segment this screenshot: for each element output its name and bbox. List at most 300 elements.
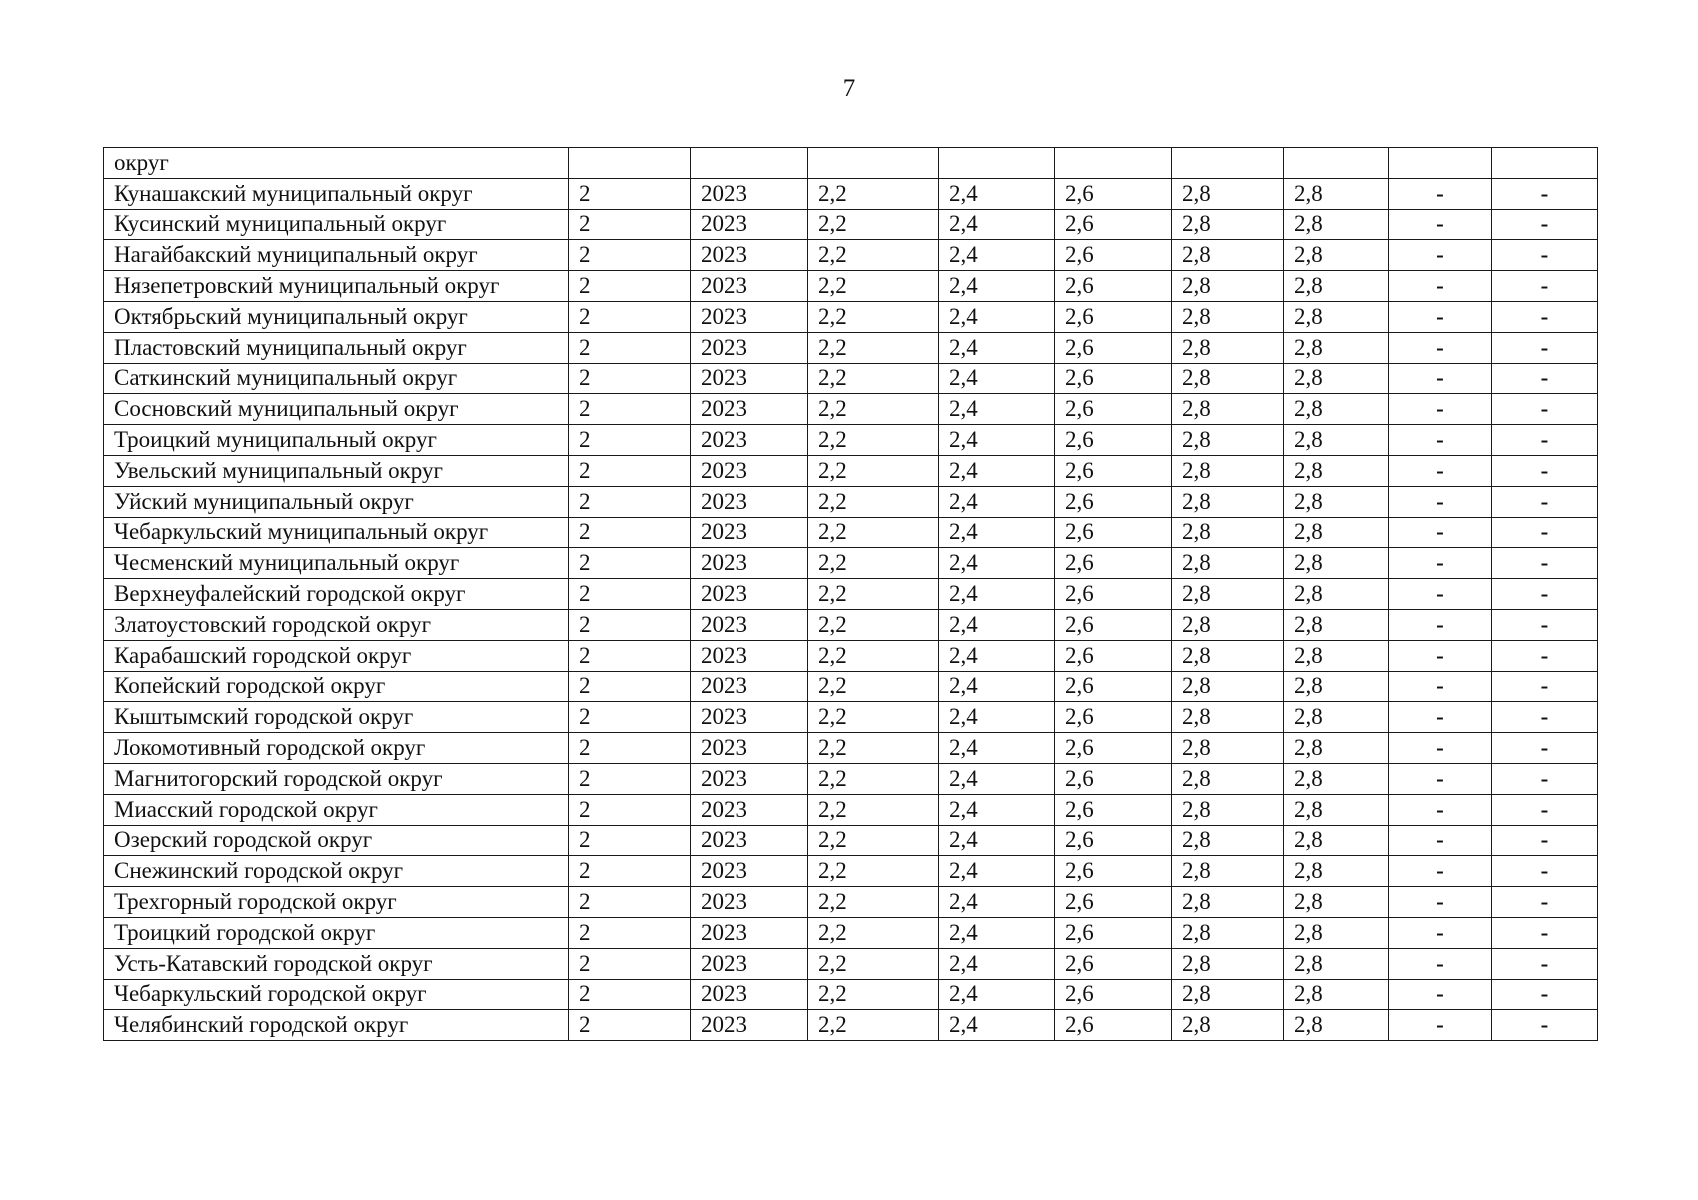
dash-cell: - bbox=[1492, 548, 1598, 579]
value-cell: 2,4 bbox=[939, 887, 1055, 918]
value-cell: 2,4 bbox=[939, 640, 1055, 671]
value-cell: 2,2 bbox=[808, 671, 939, 702]
dash-cell: - bbox=[1389, 702, 1492, 733]
district-name-cell: Усть-Катавский городской округ bbox=[104, 948, 569, 979]
year-cell: 2023 bbox=[691, 517, 808, 548]
value-cell: 2,8 bbox=[1284, 948, 1389, 979]
value-cell: 2 bbox=[569, 763, 691, 794]
value-cell: 2,6 bbox=[1055, 394, 1172, 425]
dash-cell: - bbox=[1389, 579, 1492, 610]
value-cell: 2,4 bbox=[939, 1010, 1055, 1041]
dash-cell: - bbox=[1389, 671, 1492, 702]
dash-cell: - bbox=[1389, 979, 1492, 1010]
value-cell: 2,6 bbox=[1055, 979, 1172, 1010]
value-cell: 2,4 bbox=[939, 517, 1055, 548]
dash-cell: - bbox=[1492, 455, 1598, 486]
value-cell: 2,8 bbox=[1172, 671, 1284, 702]
dash-cell: - bbox=[1389, 178, 1492, 209]
dash-cell: - bbox=[1389, 1010, 1492, 1041]
value-cell: 2,8 bbox=[1172, 394, 1284, 425]
value-cell: 2,6 bbox=[1055, 794, 1172, 825]
value-cell: 2 bbox=[569, 240, 691, 271]
dash-cell: - bbox=[1389, 363, 1492, 394]
value-cell: 2,2 bbox=[808, 455, 939, 486]
dash-cell: - bbox=[1389, 209, 1492, 240]
value-cell: 2,2 bbox=[808, 640, 939, 671]
value-cell: 2,4 bbox=[939, 733, 1055, 764]
value-cell: 2 bbox=[569, 825, 691, 856]
value-cell: 2,8 bbox=[1284, 671, 1389, 702]
district-name-cell: Кусинский муниципальный округ bbox=[104, 209, 569, 240]
value-cell: 2,8 bbox=[1172, 363, 1284, 394]
table-row bbox=[104, 455, 1598, 486]
value-cell: 2,8 bbox=[1284, 394, 1389, 425]
value-cell: 2,2 bbox=[808, 794, 939, 825]
value-cell: 2,2 bbox=[808, 178, 939, 209]
year-cell: 2023 bbox=[691, 671, 808, 702]
empty-cell bbox=[1389, 148, 1492, 179]
district-name-cell: Нязепетровский муниципальный округ bbox=[104, 271, 569, 302]
value-cell: 2,6 bbox=[1055, 640, 1172, 671]
dash-cell: - bbox=[1492, 640, 1598, 671]
dash-cell: - bbox=[1492, 301, 1598, 332]
dash-cell: - bbox=[1492, 856, 1598, 887]
empty-cell bbox=[691, 148, 808, 179]
year-cell: 2023 bbox=[691, 948, 808, 979]
value-cell: 2,4 bbox=[939, 856, 1055, 887]
value-cell: 2,8 bbox=[1172, 733, 1284, 764]
table-row bbox=[104, 609, 1598, 640]
value-cell: 2,6 bbox=[1055, 332, 1172, 363]
value-cell: 2,6 bbox=[1055, 948, 1172, 979]
value-cell: 2,2 bbox=[808, 1010, 939, 1041]
year-cell: 2023 bbox=[691, 363, 808, 394]
dash-cell: - bbox=[1492, 240, 1598, 271]
year-cell: 2023 bbox=[691, 178, 808, 209]
district-name-cell: Троицкий муниципальный округ bbox=[104, 425, 569, 456]
district-name-cell: Озерский городской округ bbox=[104, 825, 569, 856]
value-cell: 2,8 bbox=[1284, 301, 1389, 332]
district-name-cell: Кыштымский городской округ bbox=[104, 702, 569, 733]
district-name-cell: округ bbox=[104, 148, 569, 179]
table-row bbox=[104, 548, 1598, 579]
value-cell: 2 bbox=[569, 1010, 691, 1041]
value-cell: 2 bbox=[569, 579, 691, 610]
page-number: 7 bbox=[842, 75, 856, 102]
value-cell: 2,8 bbox=[1284, 794, 1389, 825]
value-cell: 2,8 bbox=[1172, 856, 1284, 887]
value-cell: 2,2 bbox=[808, 517, 939, 548]
value-cell: 2,6 bbox=[1055, 240, 1172, 271]
value-cell: 2,8 bbox=[1172, 979, 1284, 1010]
value-cell: 2,2 bbox=[808, 887, 939, 918]
dash-cell: - bbox=[1389, 240, 1492, 271]
district-name-cell: Трехгорный городской округ bbox=[104, 887, 569, 918]
district-name-cell: Саткинский муниципальный округ bbox=[104, 363, 569, 394]
value-cell: 2,8 bbox=[1284, 425, 1389, 456]
dash-cell: - bbox=[1492, 794, 1598, 825]
value-cell: 2,2 bbox=[808, 425, 939, 456]
value-cell: 2,4 bbox=[939, 332, 1055, 363]
year-cell: 2023 bbox=[691, 425, 808, 456]
value-cell: 2,2 bbox=[808, 948, 939, 979]
value-cell: 2,8 bbox=[1172, 548, 1284, 579]
value-cell: 2,4 bbox=[939, 825, 1055, 856]
dash-cell: - bbox=[1389, 794, 1492, 825]
value-cell: 2,8 bbox=[1284, 579, 1389, 610]
value-cell: 2,4 bbox=[939, 917, 1055, 948]
year-cell: 2023 bbox=[691, 301, 808, 332]
year-cell: 2023 bbox=[691, 455, 808, 486]
value-cell: 2 bbox=[569, 517, 691, 548]
value-cell: 2,8 bbox=[1284, 825, 1389, 856]
value-cell: 2,6 bbox=[1055, 455, 1172, 486]
district-name-cell: Уйский муниципальный округ bbox=[104, 486, 569, 517]
dash-cell: - bbox=[1389, 856, 1492, 887]
value-cell: 2,8 bbox=[1172, 332, 1284, 363]
value-cell: 2,4 bbox=[939, 425, 1055, 456]
district-name-cell: Пластовский муниципальный округ bbox=[104, 332, 569, 363]
table-row bbox=[104, 917, 1598, 948]
value-cell: 2,2 bbox=[808, 209, 939, 240]
year-cell: 2023 bbox=[691, 1010, 808, 1041]
empty-cell bbox=[1492, 148, 1598, 179]
value-cell: 2,6 bbox=[1055, 486, 1172, 517]
value-cell: 2,8 bbox=[1284, 209, 1389, 240]
table-row bbox=[104, 733, 1598, 764]
district-name-cell: Кунашакский муниципальный округ bbox=[104, 178, 569, 209]
value-cell: 2,8 bbox=[1284, 917, 1389, 948]
value-cell: 2 bbox=[569, 733, 691, 764]
dash-cell: - bbox=[1389, 394, 1492, 425]
district-name-cell: Копейский городской округ bbox=[104, 671, 569, 702]
dash-cell: - bbox=[1492, 394, 1598, 425]
value-cell: 2 bbox=[569, 671, 691, 702]
dash-cell: - bbox=[1389, 640, 1492, 671]
table-row bbox=[104, 887, 1598, 918]
dash-cell: - bbox=[1492, 425, 1598, 456]
dash-cell: - bbox=[1389, 948, 1492, 979]
dash-cell: - bbox=[1389, 455, 1492, 486]
value-cell: 2,6 bbox=[1055, 825, 1172, 856]
table-row bbox=[104, 794, 1598, 825]
value-cell: 2,2 bbox=[808, 856, 939, 887]
table-row bbox=[104, 948, 1598, 979]
year-cell: 2023 bbox=[691, 702, 808, 733]
value-cell: 2,2 bbox=[808, 579, 939, 610]
table-row bbox=[104, 394, 1598, 425]
value-cell: 2,4 bbox=[939, 763, 1055, 794]
dash-cell: - bbox=[1492, 579, 1598, 610]
year-cell: 2023 bbox=[691, 856, 808, 887]
dash-cell: - bbox=[1492, 209, 1598, 240]
value-cell: 2,6 bbox=[1055, 887, 1172, 918]
value-cell: 2,2 bbox=[808, 394, 939, 425]
dash-cell: - bbox=[1389, 825, 1492, 856]
value-cell: 2,6 bbox=[1055, 579, 1172, 610]
value-cell: 2 bbox=[569, 271, 691, 302]
value-cell: 2 bbox=[569, 702, 691, 733]
value-cell: 2,6 bbox=[1055, 301, 1172, 332]
table-row bbox=[104, 979, 1598, 1010]
table-row bbox=[104, 671, 1598, 702]
value-cell: 2,6 bbox=[1055, 209, 1172, 240]
district-name-cell: Локомотивный городской округ bbox=[104, 733, 569, 764]
value-cell: 2,8 bbox=[1284, 486, 1389, 517]
value-cell: 2,8 bbox=[1172, 209, 1284, 240]
value-cell: 2,4 bbox=[939, 363, 1055, 394]
table-row bbox=[104, 209, 1598, 240]
value-cell: 2 bbox=[569, 363, 691, 394]
dash-cell: - bbox=[1492, 887, 1598, 918]
dash-cell: - bbox=[1389, 887, 1492, 918]
dash-cell: - bbox=[1492, 825, 1598, 856]
year-cell: 2023 bbox=[691, 794, 808, 825]
value-cell: 2 bbox=[569, 979, 691, 1010]
table-row bbox=[104, 517, 1598, 548]
dash-cell: - bbox=[1492, 486, 1598, 517]
value-cell: 2,6 bbox=[1055, 609, 1172, 640]
value-cell: 2,8 bbox=[1172, 948, 1284, 979]
year-cell: 2023 bbox=[691, 887, 808, 918]
value-cell: 2,8 bbox=[1284, 455, 1389, 486]
year-cell: 2023 bbox=[691, 979, 808, 1010]
district-name-cell: Верхнеуфалейский городской округ bbox=[104, 579, 569, 610]
dash-cell: - bbox=[1492, 1010, 1598, 1041]
value-cell: 2 bbox=[569, 794, 691, 825]
district-name-cell: Увельский муниципальный округ bbox=[104, 455, 569, 486]
value-cell: 2,2 bbox=[808, 548, 939, 579]
value-cell: 2,6 bbox=[1055, 517, 1172, 548]
district-name-cell: Снежинский городской округ bbox=[104, 856, 569, 887]
empty-cell bbox=[569, 148, 691, 179]
value-cell: 2,2 bbox=[808, 332, 939, 363]
empty-cell bbox=[1172, 148, 1284, 179]
dash-cell: - bbox=[1389, 548, 1492, 579]
year-cell: 2023 bbox=[691, 394, 808, 425]
value-cell: 2,8 bbox=[1172, 178, 1284, 209]
dash-cell: - bbox=[1492, 733, 1598, 764]
value-cell: 2,4 bbox=[939, 702, 1055, 733]
dash-cell: - bbox=[1492, 671, 1598, 702]
value-cell: 2,4 bbox=[939, 240, 1055, 271]
year-cell: 2023 bbox=[691, 609, 808, 640]
value-cell: 2,8 bbox=[1284, 609, 1389, 640]
value-cell: 2,8 bbox=[1284, 979, 1389, 1010]
value-cell: 2,8 bbox=[1284, 240, 1389, 271]
value-cell: 2,8 bbox=[1284, 1010, 1389, 1041]
value-cell: 2 bbox=[569, 917, 691, 948]
value-cell: 2,8 bbox=[1284, 178, 1389, 209]
value-cell: 2,4 bbox=[939, 486, 1055, 517]
dash-cell: - bbox=[1492, 763, 1598, 794]
table-row bbox=[104, 579, 1598, 610]
value-cell: 2,8 bbox=[1172, 640, 1284, 671]
value-cell: 2 bbox=[569, 394, 691, 425]
value-cell: 2,8 bbox=[1172, 486, 1284, 517]
value-cell: 2 bbox=[569, 332, 691, 363]
value-cell: 2,8 bbox=[1172, 271, 1284, 302]
value-cell: 2,6 bbox=[1055, 733, 1172, 764]
dash-cell: - bbox=[1389, 517, 1492, 548]
district-name-cell: Троицкий городской округ bbox=[104, 917, 569, 948]
value-cell: 2,8 bbox=[1172, 1010, 1284, 1041]
year-cell: 2023 bbox=[691, 332, 808, 363]
district-name-cell: Миасский городской округ bbox=[104, 794, 569, 825]
dash-cell: - bbox=[1389, 763, 1492, 794]
value-cell: 2 bbox=[569, 425, 691, 456]
dash-cell: - bbox=[1492, 948, 1598, 979]
value-cell: 2,8 bbox=[1172, 702, 1284, 733]
value-cell: 2,2 bbox=[808, 301, 939, 332]
value-cell: 2,8 bbox=[1172, 917, 1284, 948]
value-cell: 2,8 bbox=[1284, 733, 1389, 764]
dash-cell: - bbox=[1492, 609, 1598, 640]
value-cell: 2,6 bbox=[1055, 856, 1172, 887]
table-row bbox=[104, 240, 1598, 271]
value-cell: 2 bbox=[569, 178, 691, 209]
value-cell: 2,8 bbox=[1172, 763, 1284, 794]
value-cell: 2,8 bbox=[1284, 517, 1389, 548]
value-cell: 2,8 bbox=[1172, 825, 1284, 856]
table-row bbox=[104, 763, 1598, 794]
table-row bbox=[104, 425, 1598, 456]
table-row bbox=[104, 486, 1598, 517]
empty-cell bbox=[1284, 148, 1389, 179]
year-cell: 2023 bbox=[691, 825, 808, 856]
year-cell: 2023 bbox=[691, 240, 808, 271]
value-cell: 2,2 bbox=[808, 979, 939, 1010]
value-cell: 2 bbox=[569, 548, 691, 579]
value-cell: 2,4 bbox=[939, 671, 1055, 702]
dash-cell: - bbox=[1389, 271, 1492, 302]
dash-cell: - bbox=[1389, 917, 1492, 948]
table-row bbox=[104, 301, 1598, 332]
value-cell: 2,8 bbox=[1172, 240, 1284, 271]
year-cell: 2023 bbox=[691, 548, 808, 579]
value-cell: 2,8 bbox=[1284, 363, 1389, 394]
year-cell: 2023 bbox=[691, 733, 808, 764]
value-cell: 2,4 bbox=[939, 979, 1055, 1010]
value-cell: 2,8 bbox=[1284, 271, 1389, 302]
value-cell: 2 bbox=[569, 948, 691, 979]
value-cell: 2 bbox=[569, 209, 691, 240]
dash-cell: - bbox=[1389, 609, 1492, 640]
municipal-indicators-table bbox=[103, 147, 1598, 1041]
value-cell: 2,6 bbox=[1055, 671, 1172, 702]
value-cell: 2,2 bbox=[808, 363, 939, 394]
dash-cell: - bbox=[1389, 733, 1492, 764]
value-cell: 2,4 bbox=[939, 455, 1055, 486]
value-cell: 2,4 bbox=[939, 948, 1055, 979]
value-cell: 2,6 bbox=[1055, 548, 1172, 579]
district-name-cell: Нагайбакский муниципальный округ bbox=[104, 240, 569, 271]
value-cell: 2,6 bbox=[1055, 917, 1172, 948]
value-cell: 2,8 bbox=[1172, 425, 1284, 456]
value-cell: 2 bbox=[569, 887, 691, 918]
value-cell: 2,4 bbox=[939, 794, 1055, 825]
dash-cell: - bbox=[1389, 301, 1492, 332]
value-cell: 2,8 bbox=[1284, 763, 1389, 794]
value-cell: 2 bbox=[569, 301, 691, 332]
value-cell: 2 bbox=[569, 640, 691, 671]
value-cell: 2,6 bbox=[1055, 425, 1172, 456]
year-cell: 2023 bbox=[691, 486, 808, 517]
value-cell: 2,8 bbox=[1172, 517, 1284, 548]
value-cell: 2,2 bbox=[808, 733, 939, 764]
value-cell: 2,4 bbox=[939, 609, 1055, 640]
dash-cell: - bbox=[1389, 425, 1492, 456]
value-cell: 2,6 bbox=[1055, 178, 1172, 209]
table-row bbox=[104, 640, 1598, 671]
year-cell: 2023 bbox=[691, 271, 808, 302]
empty-cell bbox=[1055, 148, 1172, 179]
value-cell: 2,4 bbox=[939, 548, 1055, 579]
value-cell: 2,8 bbox=[1284, 332, 1389, 363]
table-row bbox=[104, 178, 1598, 209]
district-name-cell: Октябрьский муниципальный округ bbox=[104, 301, 569, 332]
year-cell: 2023 bbox=[691, 763, 808, 794]
value-cell: 2,8 bbox=[1172, 579, 1284, 610]
value-cell: 2,6 bbox=[1055, 271, 1172, 302]
value-cell: 2,4 bbox=[939, 301, 1055, 332]
district-name-cell: Чебаркульский муниципальный округ bbox=[104, 517, 569, 548]
dash-cell: - bbox=[1389, 486, 1492, 517]
value-cell: 2,2 bbox=[808, 702, 939, 733]
district-name-cell: Чебаркульский городской округ bbox=[104, 979, 569, 1010]
value-cell: 2,2 bbox=[808, 917, 939, 948]
dash-cell: - bbox=[1492, 979, 1598, 1010]
empty-cell bbox=[939, 148, 1055, 179]
table-row bbox=[104, 271, 1598, 302]
value-cell: 2,2 bbox=[808, 271, 939, 302]
value-cell: 2,2 bbox=[808, 240, 939, 271]
district-name-cell: Чесменский муниципальный округ bbox=[104, 548, 569, 579]
value-cell: 2,6 bbox=[1055, 363, 1172, 394]
value-cell: 2,8 bbox=[1172, 794, 1284, 825]
value-cell: 2 bbox=[569, 609, 691, 640]
value-cell: 2 bbox=[569, 486, 691, 517]
value-cell: 2,4 bbox=[939, 394, 1055, 425]
year-cell: 2023 bbox=[691, 579, 808, 610]
table-row bbox=[104, 1010, 1598, 1041]
value-cell: 2,2 bbox=[808, 825, 939, 856]
value-cell: 2,2 bbox=[808, 763, 939, 794]
value-cell: 2,8 bbox=[1172, 609, 1284, 640]
value-cell: 2,8 bbox=[1284, 640, 1389, 671]
year-cell: 2023 bbox=[691, 640, 808, 671]
value-cell: 2 bbox=[569, 455, 691, 486]
value-cell: 2,8 bbox=[1172, 455, 1284, 486]
value-cell: 2,2 bbox=[808, 486, 939, 517]
year-cell: 2023 bbox=[691, 917, 808, 948]
value-cell: 2,8 bbox=[1284, 548, 1389, 579]
dash-cell: - bbox=[1492, 271, 1598, 302]
value-cell: 2,8 bbox=[1172, 301, 1284, 332]
district-name-cell: Магнитогорский городской округ bbox=[104, 763, 569, 794]
value-cell: 2,8 bbox=[1172, 887, 1284, 918]
empty-cell bbox=[808, 148, 939, 179]
value-cell: 2,6 bbox=[1055, 1010, 1172, 1041]
value-cell: 2,6 bbox=[1055, 702, 1172, 733]
dash-cell: - bbox=[1492, 363, 1598, 394]
table-row bbox=[104, 363, 1598, 394]
value-cell: 2,8 bbox=[1284, 702, 1389, 733]
dash-cell: - bbox=[1492, 917, 1598, 948]
year-cell: 2023 bbox=[691, 209, 808, 240]
table-body bbox=[104, 148, 1598, 1041]
value-cell: 2,6 bbox=[1055, 763, 1172, 794]
